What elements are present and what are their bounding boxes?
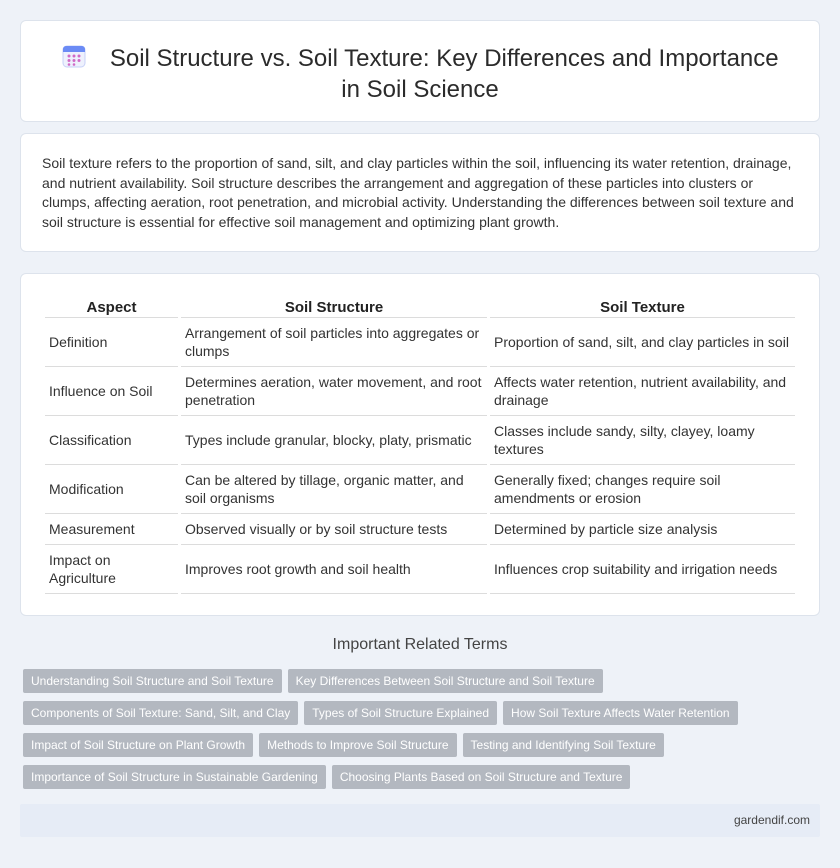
soil-texture-cell: Proportion of sand, silt, and clay particles in soil — [490, 318, 795, 367]
page-title: Soil Structure vs. Soil Texture: Key Differences and Importance in Soil Science — [109, 45, 779, 103]
related-term-tag[interactable]: Impact of Soil Structure on Plant Growth — [23, 733, 253, 757]
soil-structure-cell: Types include granular, blocky, platy, prismatic — [181, 416, 487, 465]
table-row — [45, 545, 795, 594]
soil-structure-cell: Determines aeration, water movement, and root penetration — [181, 367, 487, 416]
intro-paragraph: Soil texture refers to the proportion of sand, silt, and clay particles within the soil, influencing its water retention, drainage, and nutrient availability. Soil structure describes the arrangement and aggregation of these particles into clusters or clumps, affecting aeration, root penetration, and microbial activity. Understanding the differences between soil texture and soil structure is essential for effective soil management and optimizing plant growth. — [42, 155, 794, 230]
aspect-cell: Influence on Soil — [45, 367, 178, 416]
title-wrap — [21, 43, 819, 105]
aspect-cell: Definition — [45, 318, 178, 367]
tag-row — [23, 733, 823, 757]
table-row — [45, 514, 795, 545]
related-term-tag[interactable]: Choosing Plants Based on Soil Structure and Texture — [332, 765, 631, 789]
calendar-icon — [61, 43, 87, 69]
soil-texture-cell: Generally fixed; changes require soil amendments or erosion — [490, 465, 795, 514]
title-card — [20, 20, 820, 122]
related-term-tag[interactable]: How Soil Texture Affects Water Retention — [503, 701, 738, 725]
soil-structure-cell: Arrangement of soil particles into aggregates or clumps — [181, 318, 487, 367]
soil-structure-cell: Improves root growth and soil health — [181, 545, 487, 594]
footer-site-link[interactable]: gardendif.com — [733, 813, 810, 827]
related-term-tag[interactable]: Key Differences Between Soil Structure and Soil Texture — [288, 669, 603, 693]
soil-texture-cell: Influences crop suitability and irrigation needs — [490, 545, 795, 594]
soil-structure-cell: Observed visually or by soil structure tests — [181, 514, 487, 545]
table-row — [45, 465, 795, 514]
soil-structure-cell: Can be altered by tillage, organic matter, and soil organisms — [181, 465, 487, 514]
related-term-tag[interactable]: Components of Soil Texture: Sand, Silt, and Clay — [23, 701, 298, 725]
tag-row — [23, 701, 823, 725]
table-row — [45, 416, 795, 465]
aspect-cell: Measurement — [45, 514, 178, 545]
related-term-tag[interactable]: Importance of Soil Structure in Sustainable Gardening — [23, 765, 326, 789]
tag-row — [23, 669, 823, 693]
comparison-card — [20, 273, 820, 616]
related-term-tag[interactable]: Methods to Improve Soil Structure — [259, 733, 456, 757]
column-header-aspect: Aspect — [45, 296, 178, 318]
aspect-cell: Impact on Agriculture — [45, 545, 178, 594]
footer — [20, 804, 820, 837]
related-term-tag[interactable]: Testing and Identifying Soil Texture — [463, 733, 664, 757]
table-row — [45, 318, 795, 367]
soil-texture-cell: Determined by particle size analysis — [490, 514, 795, 545]
intro-card — [20, 133, 820, 252]
comparison-table — [42, 296, 798, 594]
table-row — [45, 367, 795, 416]
tag-row — [23, 765, 823, 789]
related-term-tag[interactable]: Understanding Soil Structure and Soil Texture — [23, 669, 282, 693]
related-term-tag[interactable]: Types of Soil Structure Explained — [304, 701, 497, 725]
aspect-cell: Modification — [45, 465, 178, 514]
aspect-cell: Classification — [45, 416, 178, 465]
related-terms-title: Important Related Terms — [332, 636, 508, 653]
table-header-row — [45, 296, 795, 318]
soil-texture-cell: Affects water retention, nutrient availability, and drainage — [490, 367, 795, 416]
soil-texture-cell: Classes include sandy, silty, clayey, loamy textures — [490, 416, 795, 465]
related-terms-list — [23, 669, 823, 797]
column-header-soil-texture: Soil Texture — [490, 296, 795, 318]
column-header-soil-structure: Soil Structure — [181, 296, 487, 318]
